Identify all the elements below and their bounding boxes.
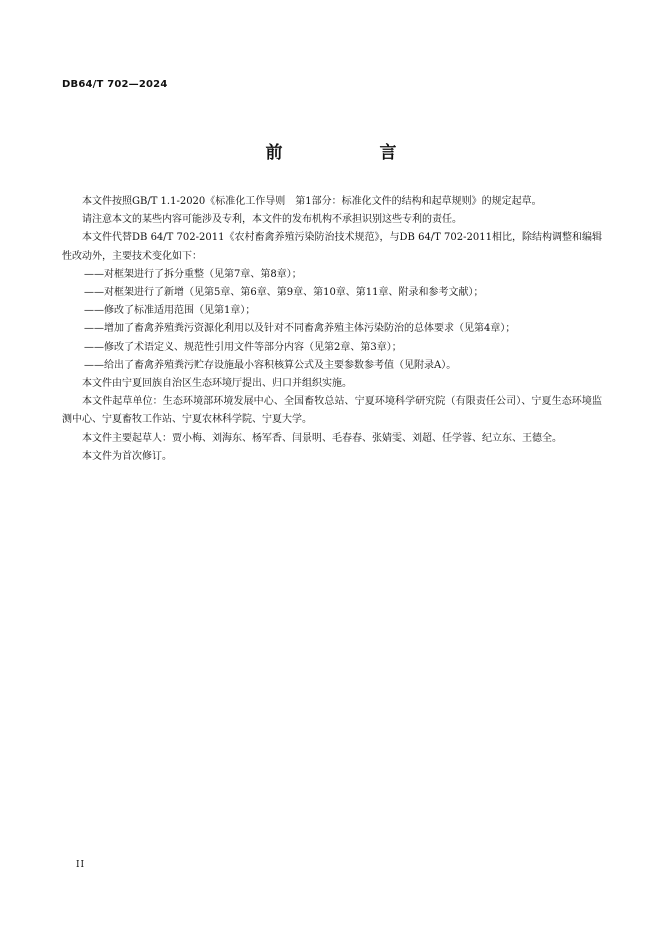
paragraph-patent-notice: 请注意本文的某些内容可能涉及专利，本文件的发布机构不承担识别这些专利的责任。 xyxy=(82,214,462,226)
change-item: ——给出了畜禽养殖粪污贮存设施最小容积核算公式及主要参数参考值（见附录A）。 xyxy=(84,359,457,371)
paragraph-drafting-basis: 本文件按照GB/T 1.1-2020《标准化工作导则 第1部分：标准化文件的结构和起草规则》的规定起草。 xyxy=(82,196,542,207)
change-item: ——增加了畜禽养殖粪污资源化利用以及针对不同畜禽养殖主体污染防治的总体要求（见第4章）； xyxy=(84,323,516,335)
change-item: ——对框架进行了拆分重整（见第7章、第8章）； xyxy=(84,268,302,280)
change-item: ——修改了术语定义、规范性引用文件等部分内容（见第2章、第3章）； xyxy=(84,341,402,353)
change-item: ——对框架进行了新增（见第5章、第6章、第9章、第10章、第11章、附录和参考文献）； xyxy=(84,287,484,299)
page-number: II xyxy=(76,860,86,870)
page-title: 前 言 xyxy=(265,143,437,163)
paragraph-revision-note: 本文件为首次修订。 xyxy=(82,450,172,462)
foreword-body xyxy=(62,193,602,466)
change-item: ——修改了标准适用范围（见第1章）； xyxy=(84,305,256,317)
standard-code: DB64/T 702—2024 xyxy=(62,79,168,90)
paragraph-drafting-units: 本文件起草单位：生态环境部环境发展中心、全国畜牧总站、宁夏环境科学研究院（有限责任公司）、宁夏生态环境监测中心、宁夏畜牧工作站、宁夏农林科学院、宁夏大学。 xyxy=(62,396,602,426)
paragraph-replacement: 本文件代替DB 64/T 702-2011《农村畜禽养殖污染防治技术规范》，与DB 64/T 702-2011相比，除结构调整和编辑性改动外，主要技术变化如下： xyxy=(62,232,602,262)
paragraph-proposer: 本文件由宁夏回族自治区生态环境厅提出、归口并组织实施。 xyxy=(82,378,352,390)
paragraph-drafters: 本文件主要起草人：贾小梅、刘海东、杨军香、闫景明、毛春春、张婧雯、刘超、任学蓉、纪立东、王德全。 xyxy=(82,432,562,444)
